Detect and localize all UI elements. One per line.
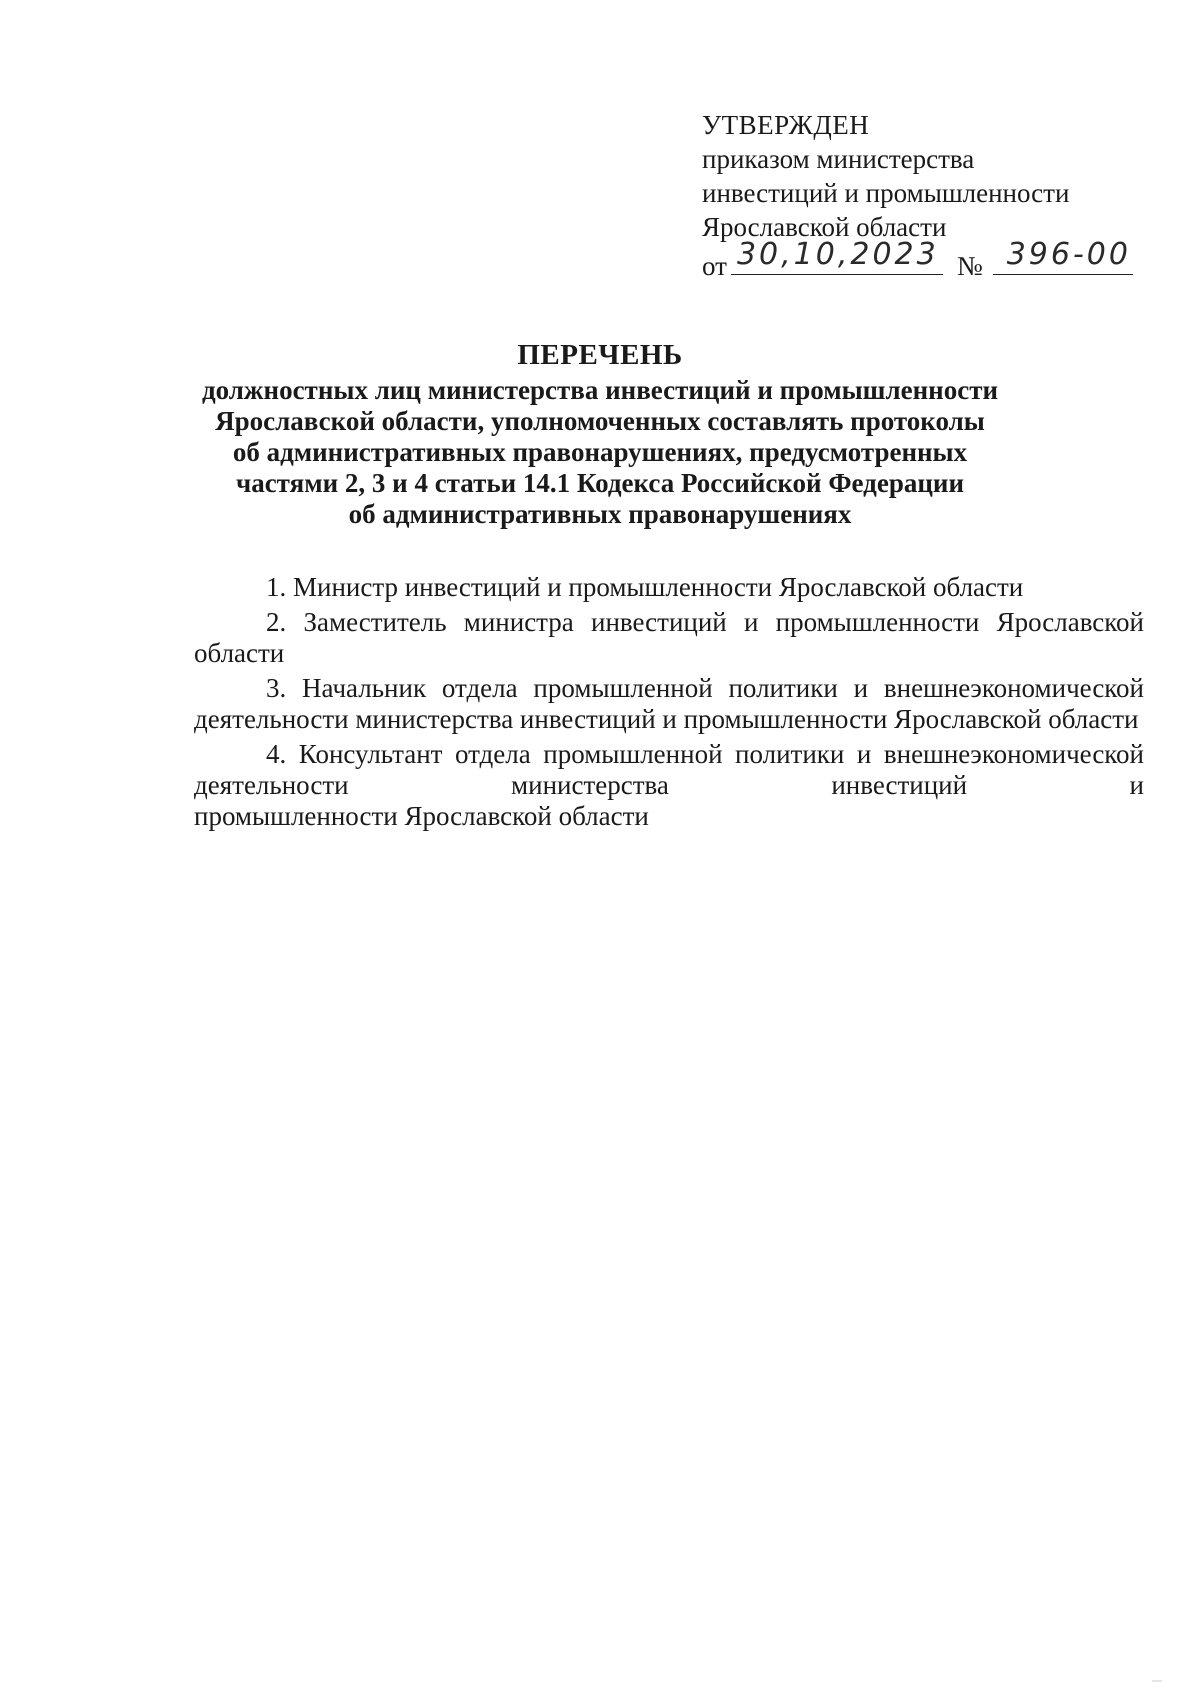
title-subline: об административных правонарушениях <box>348 499 852 529</box>
title-subline: об административных правонарушениях, предусмотренных <box>232 437 968 467</box>
list-item-last-line: промышленности Ярославской области <box>194 801 649 831</box>
title-subline: должностных лиц министерства инвестиций и промышленности <box>201 375 999 405</box>
number-fill-line <box>993 237 1133 275</box>
document-title: ПЕРЕЧЕНЬ <box>517 339 683 371</box>
handwritten-number: 396-00 <box>1006 237 1131 272</box>
date-fill-line <box>731 237 943 275</box>
positions-list <box>194 572 1144 836</box>
list-item: 3. Начальник отдела промышленной политики и внешнеэкономической деятельности министерства инвестиций и промышленности Ярославской области <box>194 673 1144 734</box>
approval-stamp-block <box>702 108 1142 283</box>
approval-heading: УТВЕРЖДЕН <box>702 110 870 140</box>
list-item-text: 4. Консультант отдела промышленной политики и внешнеэкономической деятельности министерства инвестиций и <box>194 739 1144 800</box>
approval-line-2: инвестиций и промышленности <box>702 178 1070 208</box>
approval-line-1: приказом министерства <box>702 144 975 174</box>
approval-line-3: Ярославской области <box>702 212 947 242</box>
list-item <box>194 739 1144 832</box>
list-item: 1. Министр инвестиций и промышленности Ярославской области <box>266 572 1024 602</box>
from-label: от <box>702 251 727 281</box>
order-date-number-line <box>702 237 1142 283</box>
title-subline: Ярославской области, уполномоченных составлять протоколы <box>215 406 985 436</box>
number-sign: № <box>956 251 983 281</box>
list-item: 2. Заместитель министра инвестиций и промышленности Ярославской области <box>194 607 1144 668</box>
document-title-block <box>150 340 1050 530</box>
title-subline: частями 2, 3 и 4 статьи 14.1 Кодекса Российской Федерации <box>235 468 965 498</box>
handwritten-date: 30,10,2023 <box>736 237 939 272</box>
scan-mark <box>1152 1680 1162 1682</box>
